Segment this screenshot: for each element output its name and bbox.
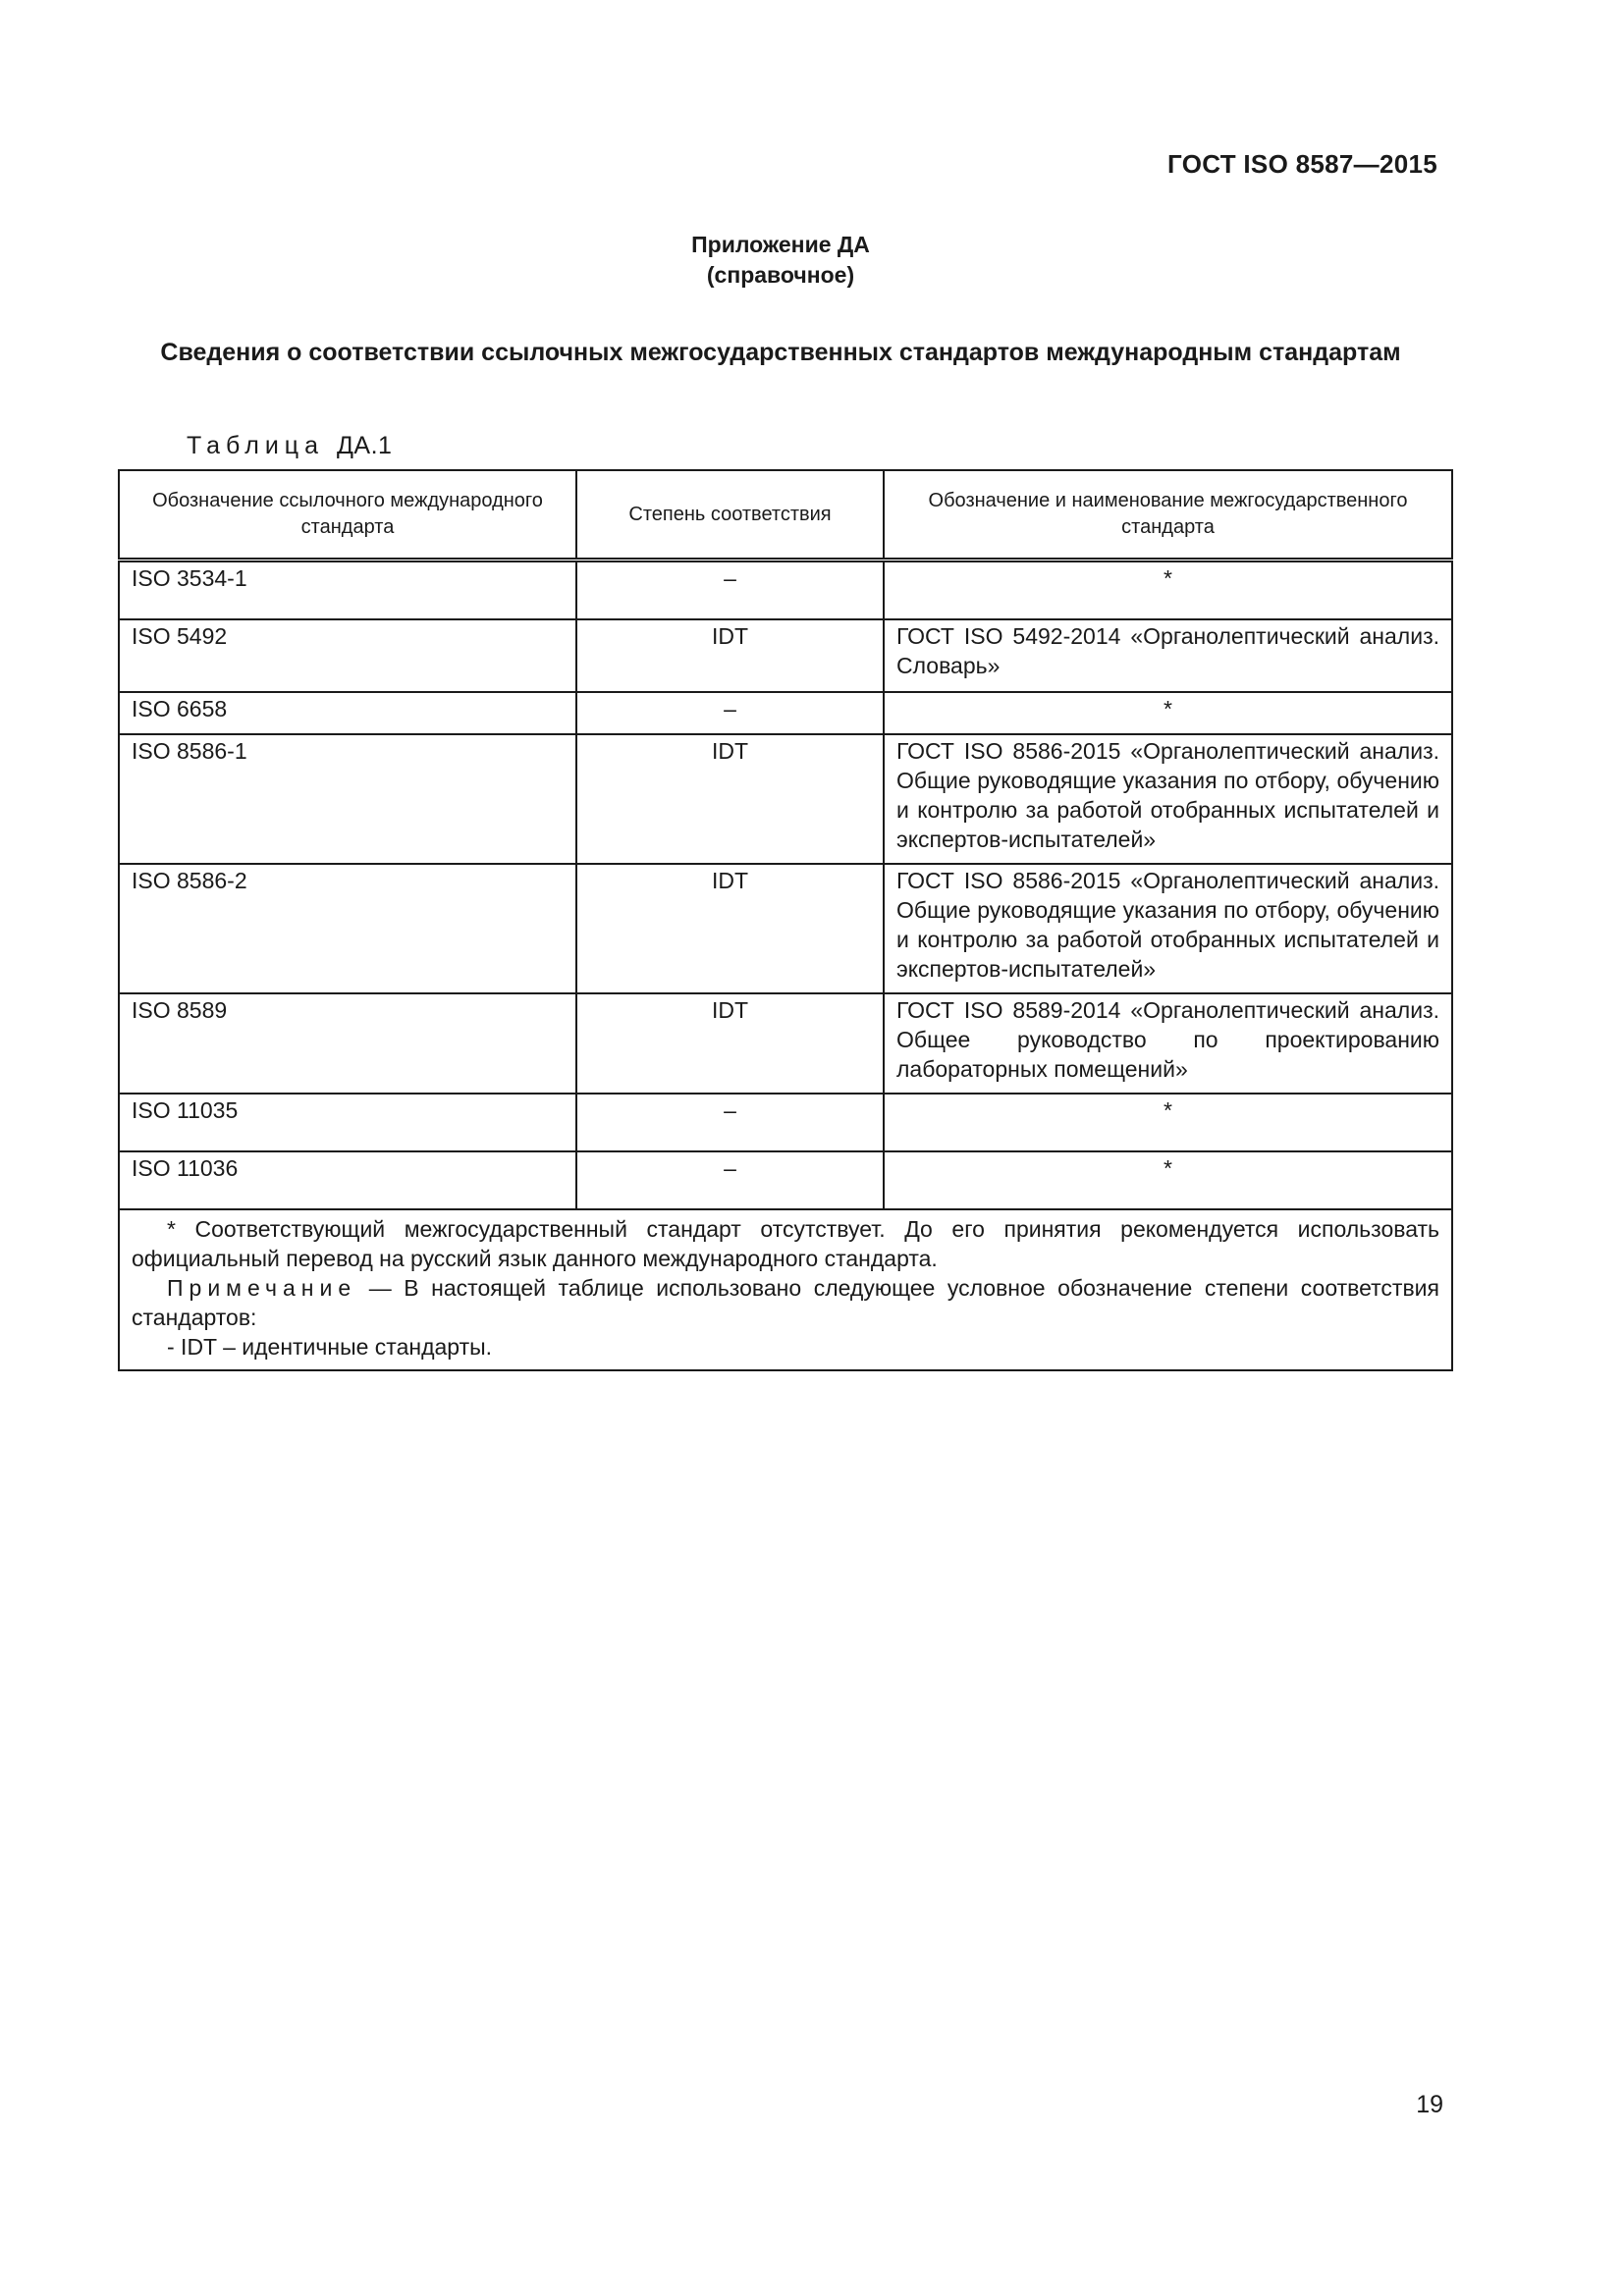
table-row <box>119 619 1452 692</box>
cell-standard: ГОСТ ISO 8586-2015 «Органолептический анализ. Общие руководящие указания по отбору, обучению и контролю за работой отобранных испытателей и экспертов-испытателей» <box>884 864 1452 993</box>
table-footnote-row <box>119 1209 1452 1370</box>
document-code: ГОСТ ISO 8587—2015 <box>1167 149 1437 179</box>
cell-code: ISO 3534-1 <box>119 561 576 620</box>
appendix-heading <box>0 230 1561 291</box>
table-footnote-cell <box>119 1209 1452 1370</box>
cell-degree: – <box>576 1151 884 1209</box>
cell-degree: IDT <box>576 993 884 1094</box>
cell-degree: IDT <box>576 864 884 993</box>
cell-standard: * <box>884 1094 1452 1151</box>
table-row <box>119 734 1452 864</box>
correspondence-table <box>118 469 1453 1371</box>
cell-standard: * <box>884 1151 1452 1209</box>
cell-degree: – <box>576 692 884 734</box>
note-paragraph <box>132 1273 1439 1332</box>
table-row <box>119 993 1452 1094</box>
table-row <box>119 561 1452 620</box>
cell-degree: – <box>576 561 884 620</box>
cell-standard: ГОСТ ISO 5492-2014 «Органолептический анализ. Словарь» <box>884 619 1452 692</box>
footnote-text: * Соответствующий межгосударственный стандарт отсутствует. До его принятия рекомендуется использовать официальный перевод на русский язык данного международного стандарта. <box>132 1216 1439 1271</box>
header-interstate-standard: Обозначение и наименование межгосударственного стандарта <box>884 470 1452 561</box>
cell-code: ISO 5492 <box>119 619 576 692</box>
appendix-title: Приложение ДА <box>691 232 870 257</box>
table-header-row <box>119 470 1452 561</box>
cell-degree: – <box>576 1094 884 1151</box>
cell-standard: ГОСТ ISO 8589-2014 «Органолептический анализ. Общее руководство по проектированию лабораторных помещений» <box>884 993 1452 1094</box>
cell-code: ISO 6658 <box>119 692 576 734</box>
cell-code: ISO 8586-2 <box>119 864 576 993</box>
cell-standard: ГОСТ ISO 8586-2015 «Органолептический анализ. Общие руководящие указания по отбору, обучению и контролю за работой отобранных испытателей и экспертов-испытателей» <box>884 734 1452 864</box>
table-row <box>119 692 1452 734</box>
cell-standard: * <box>884 692 1452 734</box>
page-number: 19 <box>1416 2091 1443 2118</box>
cell-code: ISO 11036 <box>119 1151 576 1209</box>
note-label: Примечание <box>167 1275 357 1301</box>
cell-code: ISO 8589 <box>119 993 576 1094</box>
header-degree: Степень соответствия <box>576 470 884 561</box>
cell-degree: IDT <box>576 619 884 692</box>
table-caption-number: ДА.1 <box>336 432 393 459</box>
table-row <box>119 864 1452 993</box>
note-item: - IDT – идентичные стандарты. <box>167 1334 493 1360</box>
table-row <box>119 1094 1452 1151</box>
cell-standard: * <box>884 561 1452 620</box>
note-text: — В настоящей таблице использовано следующее условное обозначение степени соответствия стандартов: <box>132 1275 1439 1330</box>
header-international-standard: Обозначение ссылочного международного стандарта <box>119 470 576 561</box>
cell-degree: IDT <box>576 734 884 864</box>
table-caption-word: Таблица <box>187 432 325 459</box>
cell-code: ISO 11035 <box>119 1094 576 1151</box>
cell-code: ISO 8586-1 <box>119 734 576 864</box>
appendix-subtitle: (справочное) <box>706 262 855 288</box>
document-title: Сведения о соответствии ссылочных межгосударственных стандартов международным стандартам <box>160 339 1401 366</box>
table-caption <box>187 432 392 460</box>
table-row <box>119 1151 1452 1209</box>
